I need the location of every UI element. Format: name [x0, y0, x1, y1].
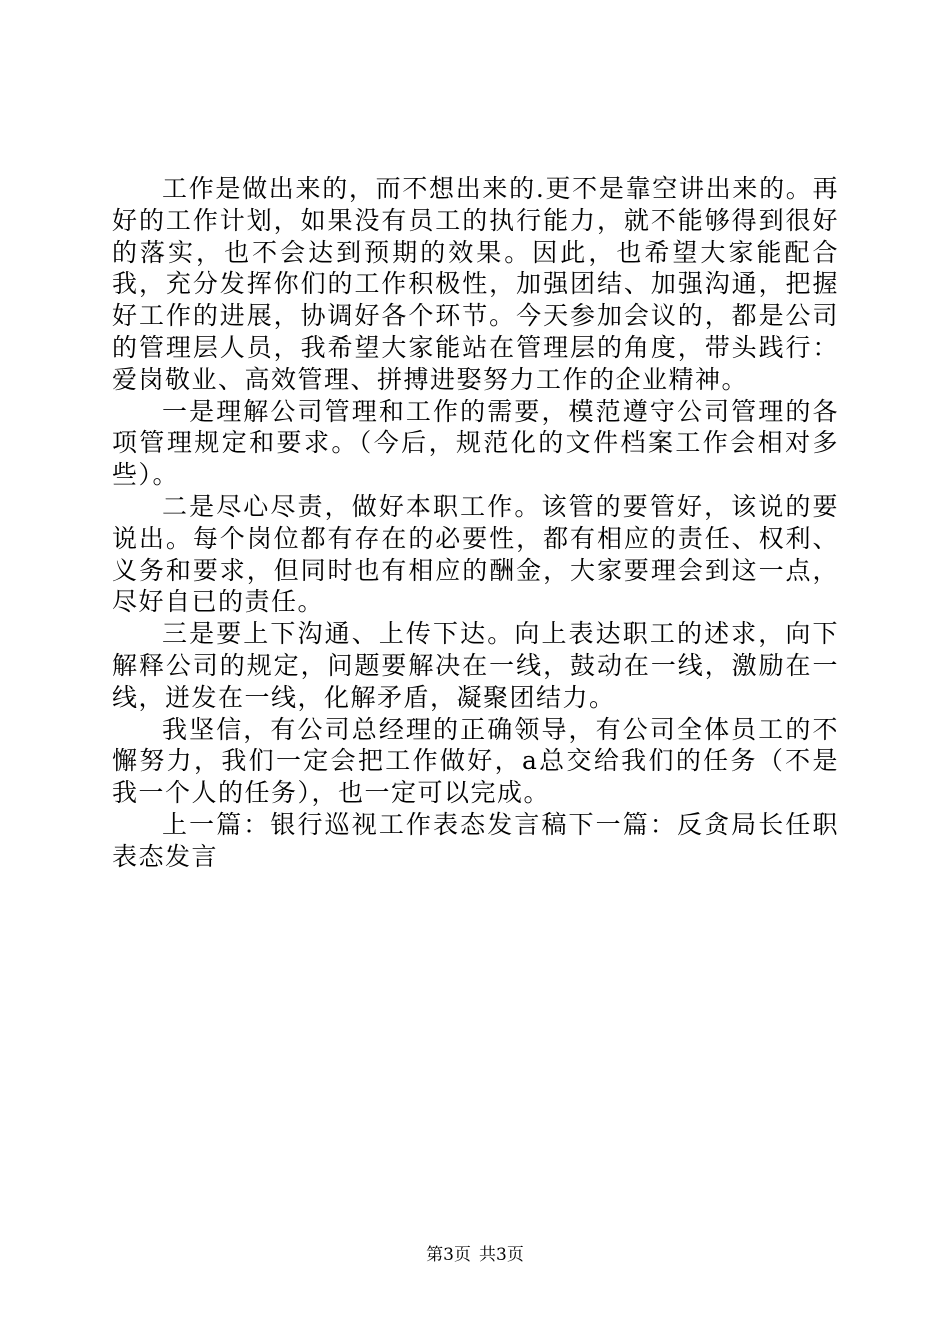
page-total: 共3页: [479, 1245, 524, 1265]
page-footer: [0, 1244, 950, 1266]
paragraph-point-two: 二是尽心尽责，做好本职工作。该管的要管好，该说的要说出。每个岗位都有存在的必要性，都有相应的责任、权利、义务和要求，但同时也有相应的酬金，大家要理会到这一点，尽好自已的责任。: [112, 491, 839, 617]
document-body: [112, 173, 839, 873]
paragraph-point-one: 一是理解公司管理和工作的需要，模范遵守公司管理的各项管理规定和要求。（今后，规范化的文件档案工作会相对多些）。: [112, 396, 839, 490]
paragraph-conclusion: 我坚信，有公司总经理的正确领导，有公司全体员工的不懈努力，我们一定会把工作做好，a总交给我们的任务（不是我一个人的任务），也一定可以完成。: [112, 714, 839, 808]
page-number: 第3页: [426, 1245, 471, 1265]
paragraph-point-three: 三是要上下沟通、上传下达。向上表达职工的述求，向下解释公司的规定，问题要解决在一线，鼓动在一线，激励在一线，迸发在一线，化解矛盾，凝聚团结力。: [112, 619, 839, 712]
paragraph-intro: 工作是做出来的，而不想出来的.更不是靠空讲出来的。再好的工作计划，如果没有员工的执行能力，就不能够得到很好的落实，也不会达到预期的效果。因此，也希望大家能配合我，充分发挥你们的工作积极性，加强团结、加强沟通，把握好工作的进展，协调好各个环节。今天参加会议的，都是公司的管理层人员，我希望大家能站在管理层的角度，带头践行：爱岗敬业、高效管理、拼搏进娶努力工作的企业精神。: [112, 174, 839, 394]
paragraph-prev-next-links: 上一篇：银行巡视工作表态发言稿下一篇：反贪局长任职表态发言: [112, 809, 839, 871]
